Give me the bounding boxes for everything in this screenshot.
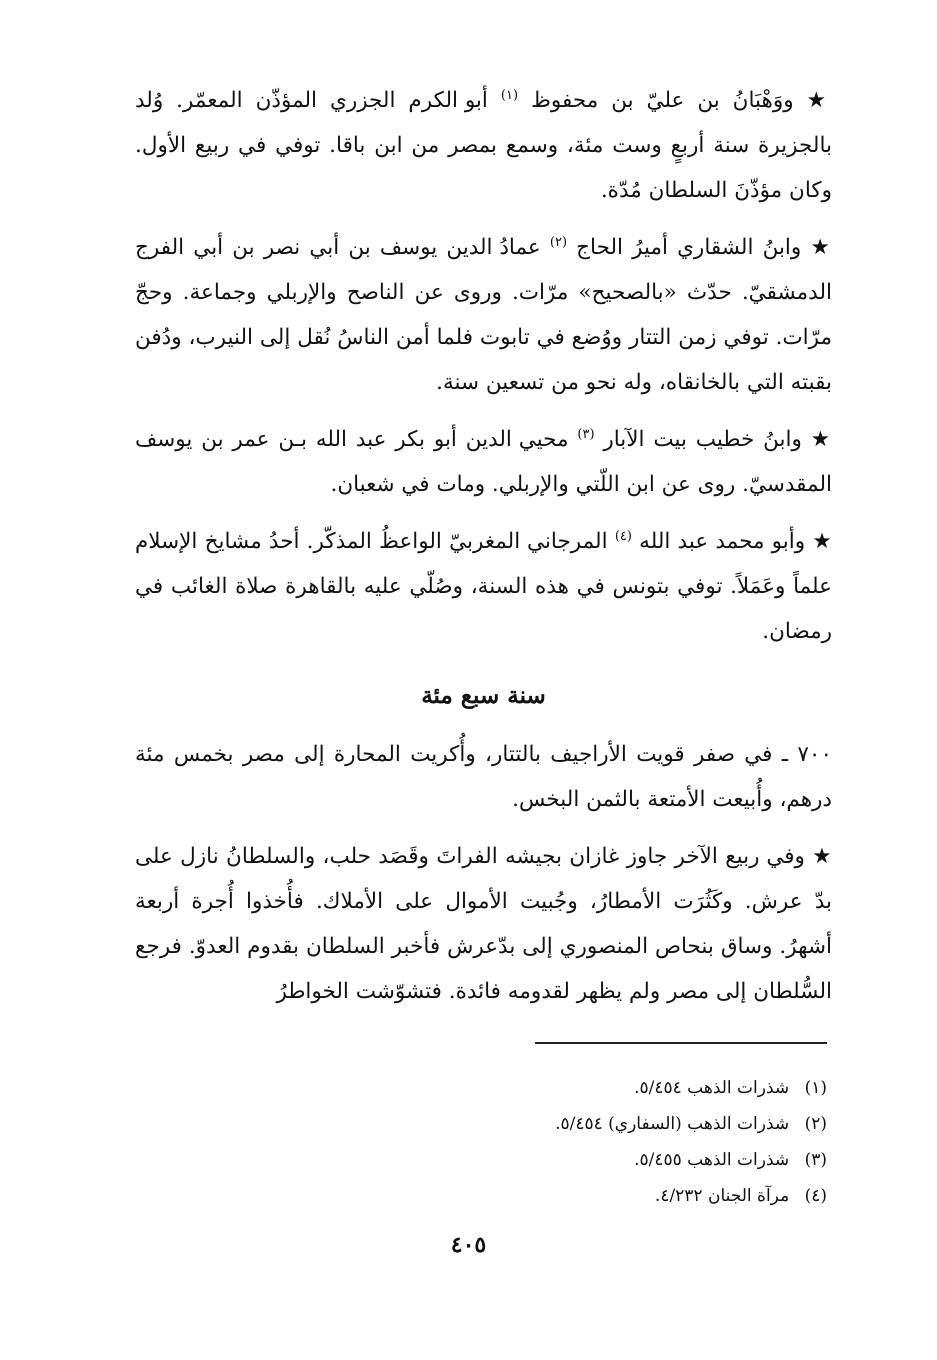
- footnote-text: شذرات الذهب (السفاري) ٥/٤٥٤.: [555, 1114, 790, 1134]
- paragraph-text-start: وابنُ الشقاري أميرُ الحاج: [576, 235, 802, 260]
- paragraph-text-start: وأبو محمد عبد الله: [639, 529, 806, 554]
- paragraph-shaqari: [135, 225, 832, 405]
- footnote-4: [135, 1178, 827, 1214]
- star-marker: ★: [810, 235, 833, 260]
- paragraph-text: ٧٠٠ ـ في صفر قويت الأراجيف بالتتار، وأُكريت المحارة إلى مصر بخمس مئة درهم، وأُبيعت الأمتعة بالثمن البخس.: [135, 742, 832, 812]
- paragraph-wahban: [135, 78, 832, 213]
- paragraph-text-rest: المرجاني المغربيّ الواعظُ المذكّر. أحدُ مشايخ الإسلام علماً وعَمَلاً. توفي بتونس في هذه السنة، وصُلّي عليه بالقاهرة صلاة الغائب في رمضان.: [135, 529, 832, 644]
- paragraph-marjani: [135, 519, 832, 654]
- footnote-ref-1[interactable]: (١): [500, 87, 519, 103]
- footnote-number: (١): [804, 1078, 827, 1098]
- footnote-number: (٢): [804, 1114, 827, 1134]
- footnote-ref-3[interactable]: (٣): [577, 426, 595, 442]
- star-marker: ★: [812, 844, 832, 869]
- page-number: ٤٠٥: [450, 1232, 487, 1258]
- footnote-ref-2[interactable]: (٢): [549, 234, 568, 250]
- footnote-text: مرآة الجنان ٤/٢٣٢.: [654, 1186, 790, 1206]
- footnote-text: شذرات الذهب ٥/٤٥٥.: [634, 1150, 790, 1170]
- star-marker: ★: [810, 427, 832, 452]
- paragraph-text-start: ووَهْبَانُ بن عليّ بن محفوظ: [530, 88, 794, 113]
- section-heading: سنة سبع مئة: [421, 682, 546, 709]
- footnote-ref-4[interactable]: (٤): [614, 528, 632, 544]
- footnote-1: [135, 1070, 827, 1106]
- footnote-3: [135, 1142, 827, 1178]
- star-marker: ★: [812, 529, 832, 554]
- footnotes: [135, 1070, 827, 1214]
- paragraph-text-rest: محيي الدين أبو بكر عبد الله بـن عمر بن يوسف المقدسيّ. روى عن ابن اللّتي والإربلي. ومات في شعبان.: [135, 427, 832, 497]
- footnote-2: [135, 1106, 827, 1142]
- footnote-text: شذرات الذهب ٥/٤٥٤.: [634, 1078, 790, 1098]
- page-body: [135, 78, 832, 1026]
- footnote-number: (٤): [804, 1186, 827, 1206]
- footnote-divider: [535, 1042, 827, 1044]
- paragraph-khatib: [135, 417, 832, 507]
- paragraph-text: وفي ربيع الآخر جاوز غازان بجيشه الفراتَ وقَصَد حلب، والسلطانُ نازل على بدّ عرش. وكَثُرَت الأمطارُ، وجُبيت الأموال على الأملاك. فأُخذوا أُجرة أربعة أشهرُ. وساق بنحاص المنصوري إلى بدّعرش فأخبر السلطان بقدوم العدوّ. فرجع السُّلطان إلى مصر ولم يظهر لقدومه فائدة. فتشوّشت الخواطرُ: [135, 844, 832, 1004]
- paragraph-text-rest: أبو الكرم الجزري المؤذّن المعمّر. وُلد بالجزيرة سنة أربعٍ وست مئة، وسمع بمصر من ابن باقا. توفي في ربيع الأول. وكان مؤذّنَ السلطان مُدّة.: [135, 88, 832, 203]
- paragraph-text-start: وابنُ خطيب بيت الآبار: [603, 427, 802, 452]
- footnote-number: (٣): [804, 1150, 827, 1170]
- star-marker: ★: [806, 88, 832, 113]
- paragraph-text-rest: عمادُ الدين يوسف بن أبي نصر بن أبي الفرج الدمشقيّ. حدّث «بالصحيح» مرّات. وروى عن الناصح والإربلي وجماعة. وحجّ مرّات. توفي زمن التتار ووُضع في تابوت فلما أمن الناسُ نُقل إلى النيرب، ودُفن بقبته التي بالخانقاه، وله نحو من تسعين سنة.: [135, 235, 832, 395]
- paragraph-ghazan: [135, 834, 832, 1014]
- paragraph-year-700: [135, 732, 832, 822]
